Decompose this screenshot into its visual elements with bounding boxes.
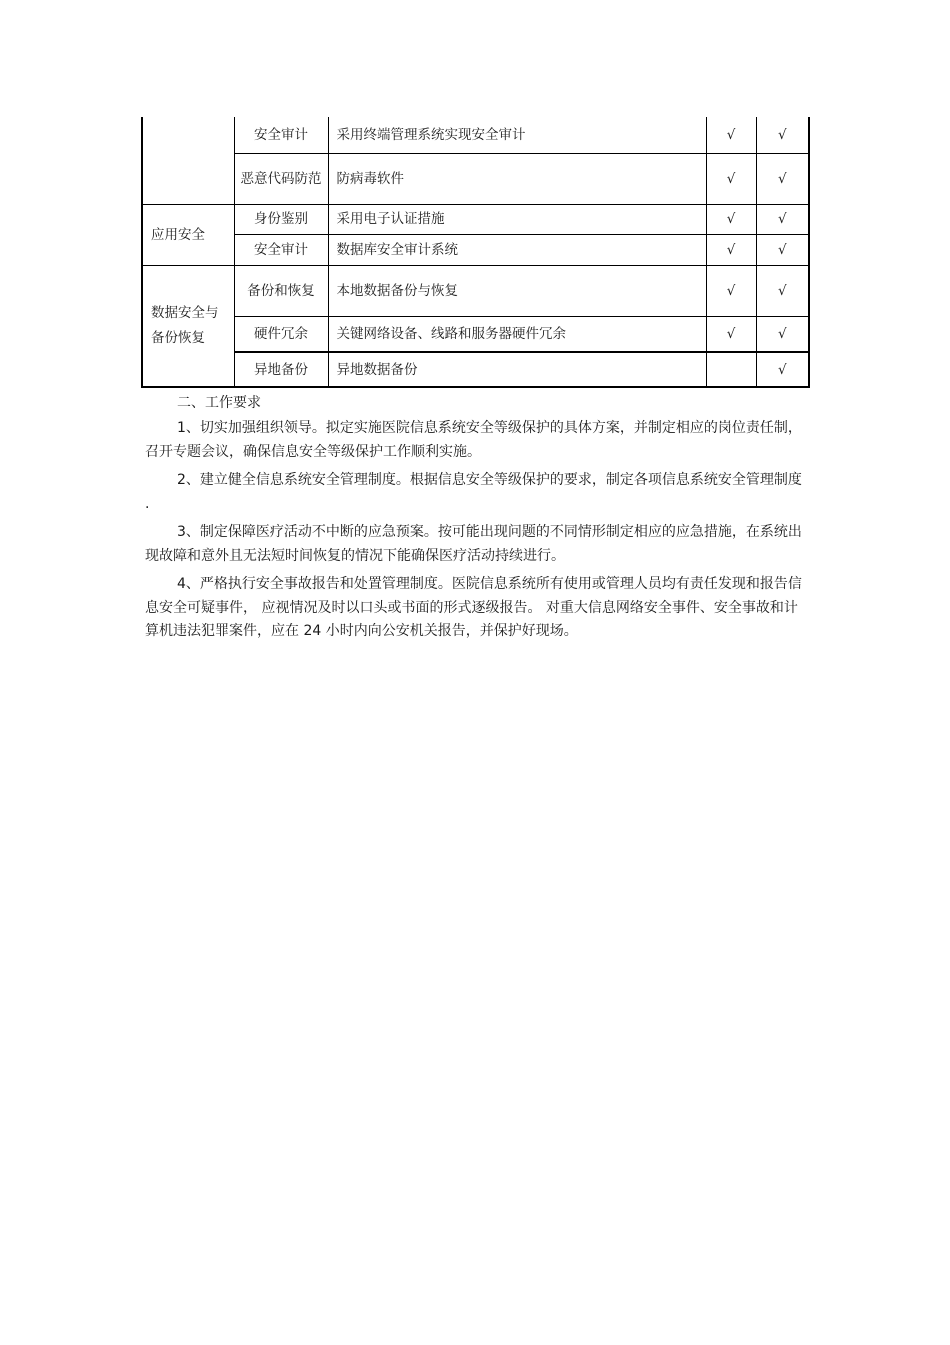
- measure-cell: 异地数据备份: [328, 352, 706, 387]
- measure-cell: 采用电子认证措施: [328, 204, 706, 234]
- table-row: [142, 316, 809, 352]
- measure-cell: 本地数据备份与恢复: [328, 265, 706, 316]
- measure-cell: 数据库安全审计系统: [328, 234, 706, 265]
- check-cell-b: √: [756, 204, 809, 234]
- item-cell: 恶意代码防范: [234, 153, 328, 204]
- check-cell-a: √: [706, 153, 756, 204]
- check-cell-b: √: [756, 316, 809, 352]
- check-cell-a: [706, 352, 756, 387]
- table-row: [142, 204, 809, 234]
- paragraph-1: 1、切实加强组织领导。拟定实施医院信息系统安全等级保护的具体方案，并制定相应的岗位责任制，召开专题会议，确保信息安全等级保护工作顺利实施。: [145, 420, 802, 460]
- item-cell: 身份鉴别: [234, 204, 328, 234]
- paragraph-3: 3、制定保障医疗活动不中断的应急预案。按可能出现问题的不同情形制定相应的应急措施，在系统出现故障和意外且无法短时间恢复的情况下能确保医疗活动持续进行。: [145, 524, 802, 564]
- check-cell-b: √: [756, 352, 809, 387]
- security-measures-table: [141, 117, 810, 388]
- check-cell-a: √: [706, 234, 756, 265]
- category-cell: 应用安全: [142, 204, 234, 265]
- category-cell: [142, 265, 234, 387]
- check-cell-a: √: [706, 117, 756, 153]
- item-cell: 异地备份: [234, 352, 328, 387]
- table-row: [142, 234, 809, 265]
- check-cell-b: √: [756, 117, 809, 153]
- measure-cell: 防病毒软件: [328, 153, 706, 204]
- section-body: [145, 417, 805, 649]
- category-label: 数据安全与备份恢复: [151, 304, 219, 346]
- measure-cell: 采用终端管理系统实现安全审计: [328, 117, 706, 153]
- item-cell: 安全审计: [234, 234, 328, 265]
- table-row: [142, 352, 809, 387]
- item-cell: 备份和恢复: [234, 265, 328, 316]
- check-cell-b: √: [756, 265, 809, 316]
- check-cell-a: √: [706, 316, 756, 352]
- category-cell-empty: [142, 117, 234, 204]
- table-row: [142, 117, 809, 153]
- paragraph-2: 2、建立健全信息系统安全管理制度。根据信息安全等级保护的要求，制定各项信息系统安全管理制度 .: [145, 472, 802, 512]
- section-heading: 二、工作要求: [177, 395, 261, 411]
- check-cell-a: √: [706, 204, 756, 234]
- table-row: [142, 153, 809, 204]
- check-cell-b: √: [756, 153, 809, 204]
- measure-cell: 关键网络设备、线路和服务器硬件冗余: [328, 316, 706, 352]
- paragraph-4: 4、严格执行安全事故报告和处置管理制度。医院信息系统所有使用或管理人员均有责任发现和报告信息安全可疑事件， 应视情况及时以口头或书面的形式逐级报告。 对重大信息网络安全事件、安全事故和计算机违法犯罪案件，应在 24 小时内向公安机关报告，并保护好现场。: [145, 576, 802, 639]
- item-cell: 安全审计: [234, 117, 328, 153]
- table-row: [142, 265, 809, 316]
- item-cell: 硬件冗余: [234, 316, 328, 352]
- check-cell-a: √: [706, 265, 756, 316]
- check-cell-b: √: [756, 234, 809, 265]
